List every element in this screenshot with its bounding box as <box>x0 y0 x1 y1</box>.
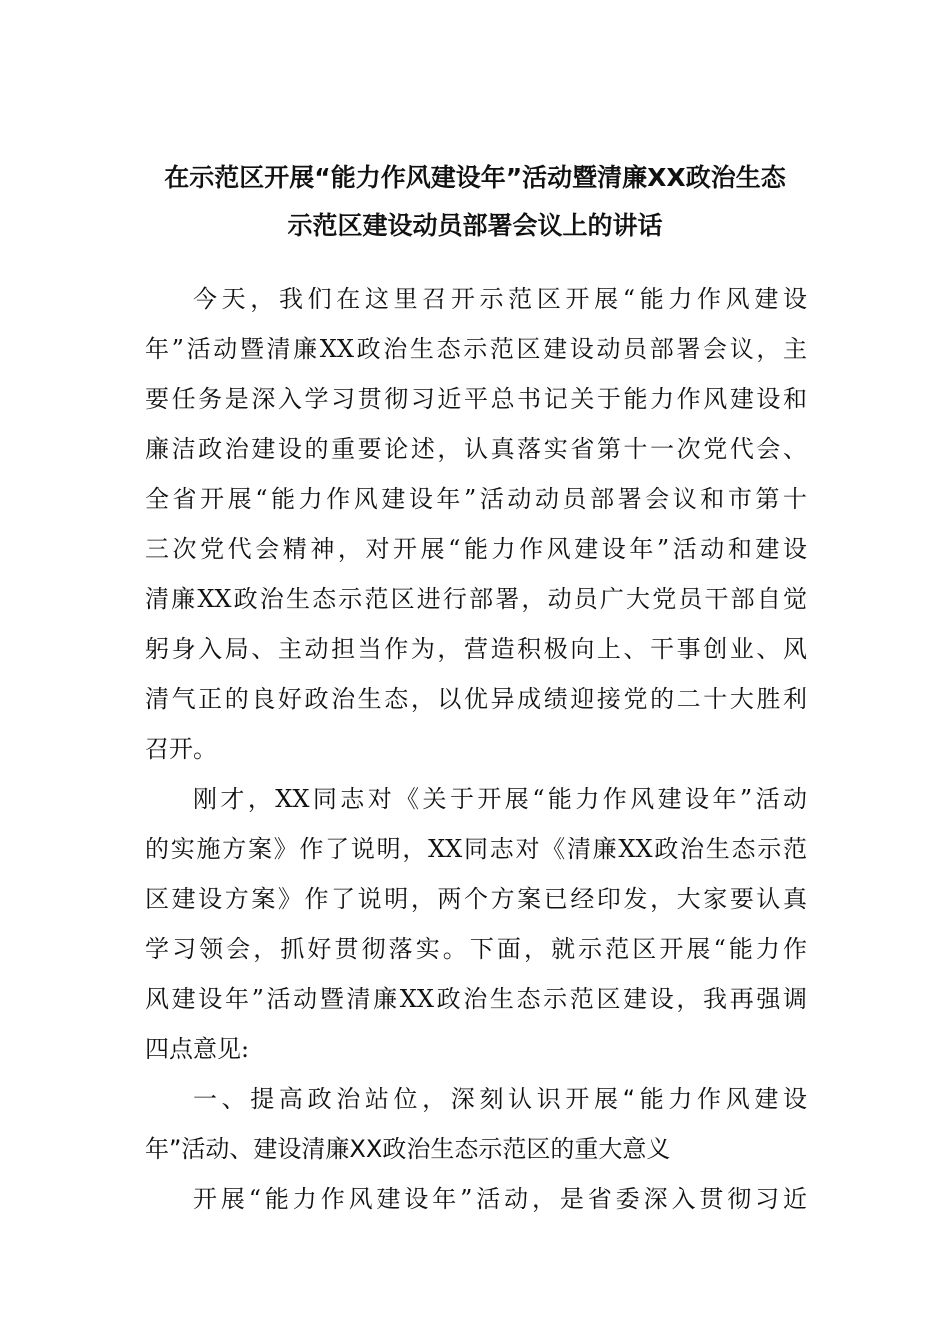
section-heading-1-line-2: 年”活动、建设清廉XX政治生态示范区的重大意义 <box>145 1135 671 1163</box>
paragraph-2-line-4: 学习领会，抓好贯彻落实。下面，就示范区开展“能力作 <box>145 935 807 963</box>
paragraph-1-line-1: 今天，我们在这里召开示范区开展“能力作风建设 <box>193 285 807 313</box>
paragraph-1-line-5: 全省开展“能力作风建设年”活动动员部署会议和市第十 <box>145 485 807 513</box>
paragraph-2-line-2: 的实施方案》作了说明，XX同志对《清廉XX政治生态示范 <box>145 835 807 863</box>
paragraph-1-line-9: 清气正的良好政治生态，以优异成绩迎接党的二十大胜利 <box>145 685 807 713</box>
paragraph-1-line-10: 召开。 <box>145 735 217 763</box>
paragraph-1-line-8: 躬身入局、主动担当作为，营造积极向上、干事创业、风 <box>145 635 807 663</box>
document-title-line-1: 在示范区开展“能力作风建设年”活动暨清廉XX政治生态 <box>164 163 786 192</box>
document-title-line-2: 示范区建设动员部署会议上的讲话 <box>287 211 663 240</box>
paragraph-2-line-1: 刚才，XX同志对《关于开展“能力作风建设年”活动 <box>193 785 807 813</box>
paragraph-1-line-3: 要任务是深入学习贯彻习近平总书记关于能力作风建设和 <box>145 385 807 413</box>
paragraph-2-line-5: 风建设年”活动暨清廉XX政治生态示范区建设，我再强调 <box>145 985 807 1013</box>
paragraph-3-line-1: 开展“能力作风建设年”活动，是省委深入贯彻习近 <box>193 1185 807 1213</box>
paragraph-1-line-4: 廉洁政治建设的重要论述，认真落实省第十一次党代会、 <box>145 435 807 463</box>
paragraph-2-line-6: 四点意见: <box>145 1035 250 1063</box>
paragraph-1-line-6: 三次党代会精神，对开展“能力作风建设年”活动和建设 <box>145 535 807 563</box>
section-heading-1-line-1: 一、提高政治站位，深刻认识开展“能力作风建设 <box>193 1085 807 1113</box>
paragraph-2-line-3: 区建设方案》作了说明，两个方案已经印发，大家要认真 <box>145 885 807 913</box>
paragraph-1-line-2: 年”活动暨清廉XX政治生态示范区建设动员部署会议，主 <box>145 335 807 363</box>
paragraph-1-line-7: 清廉XX政治生态示范区进行部署，动员广大党员干部自觉 <box>145 585 807 613</box>
